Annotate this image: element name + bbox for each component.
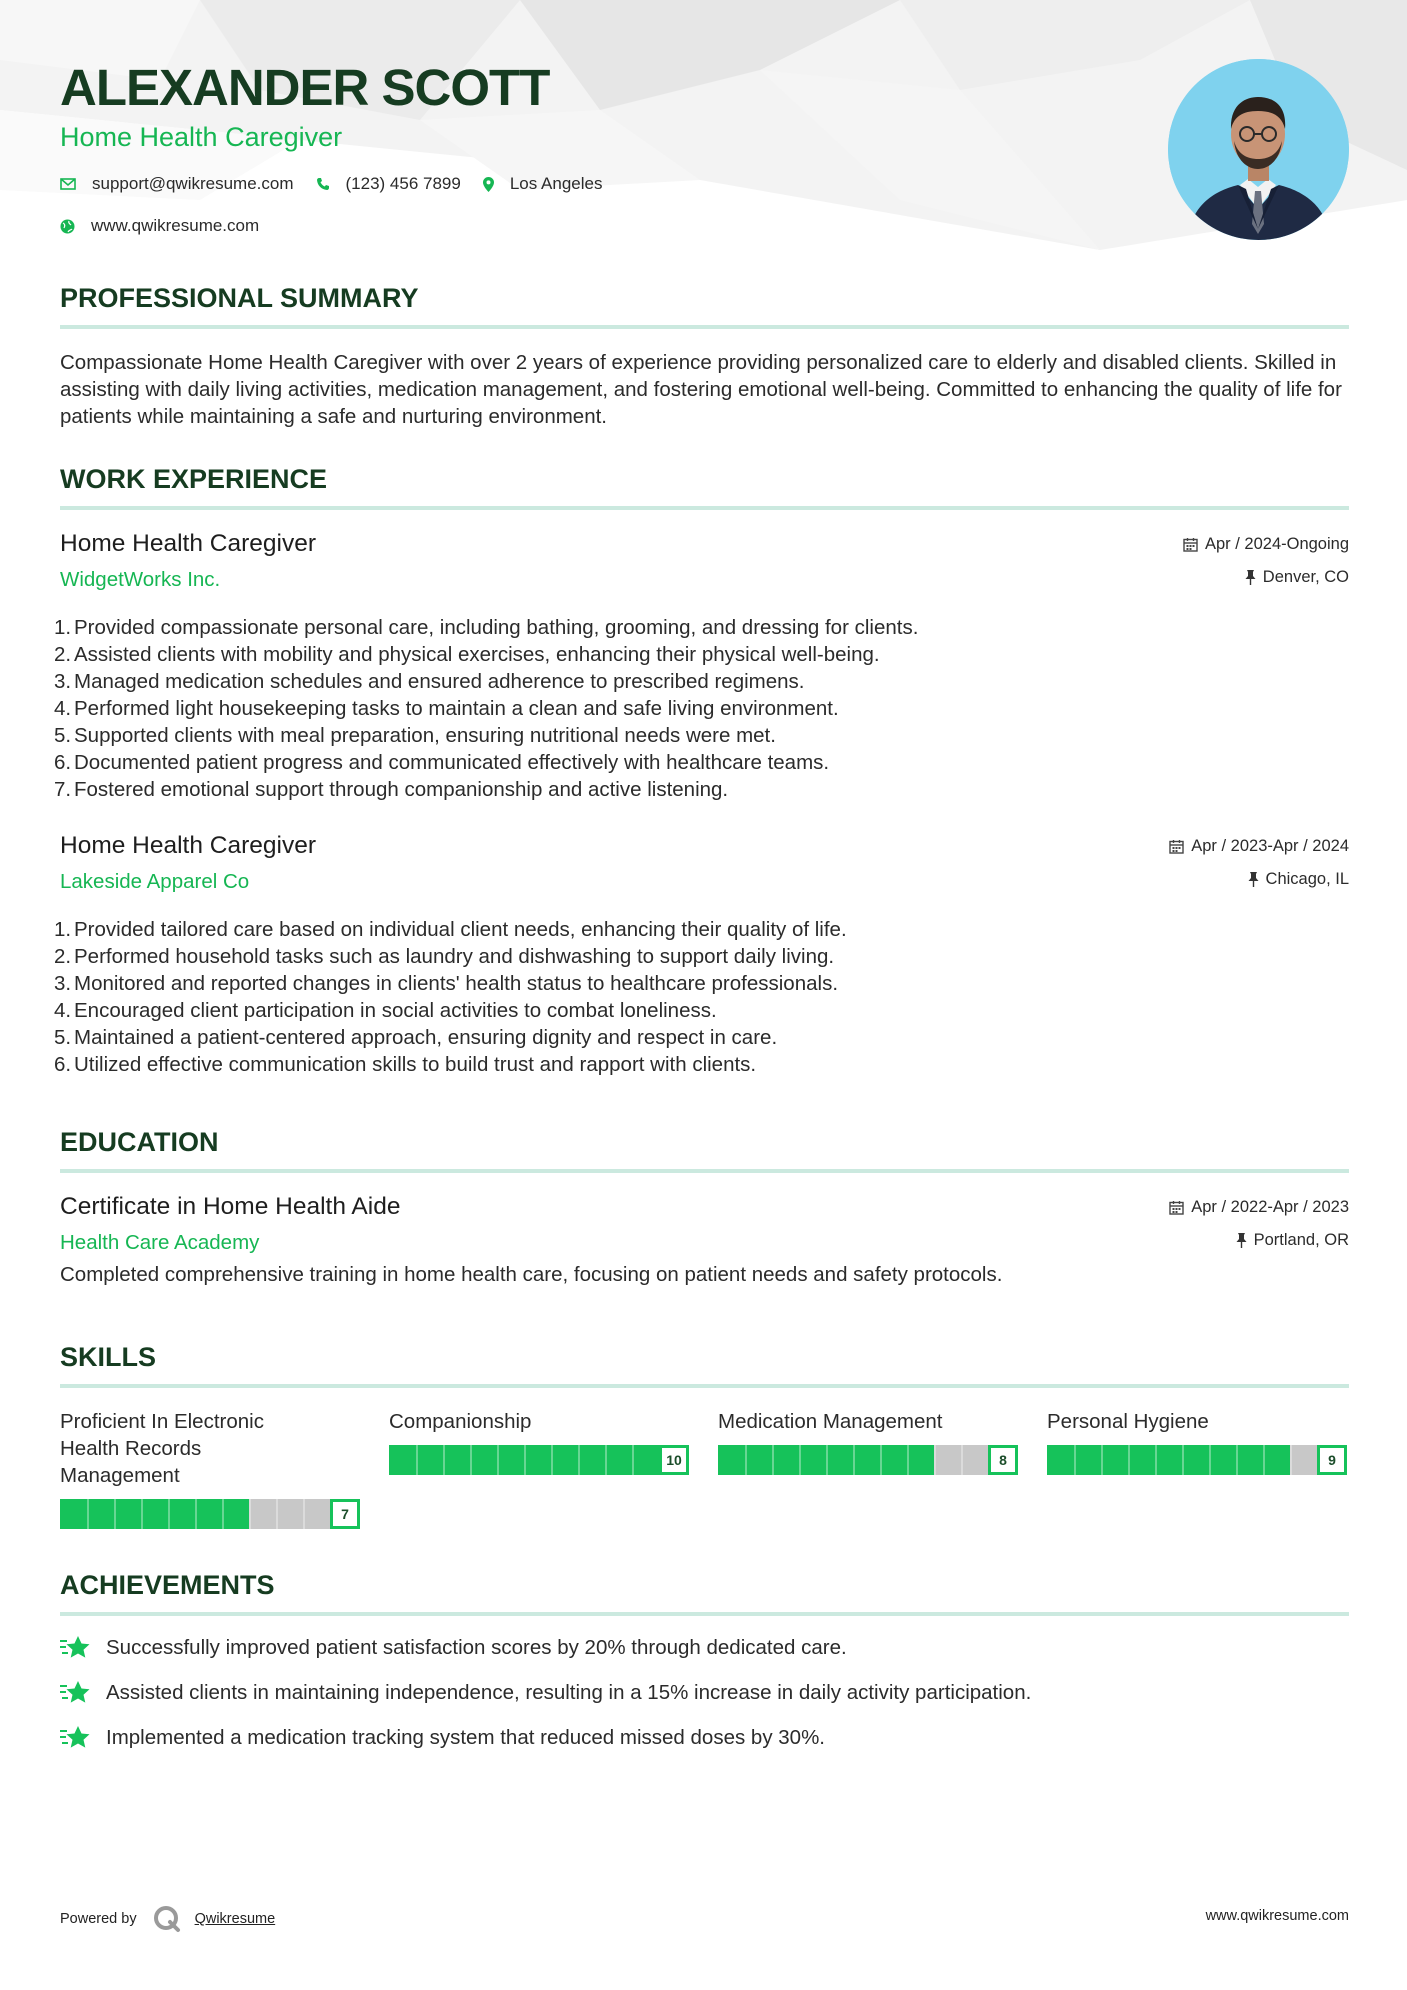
pushpin-icon [1236, 1233, 1247, 1248]
skill-segment-divider [605, 1445, 607, 1475]
contact-row [60, 172, 1160, 196]
experience-heading: WORK EXPERIENCE [60, 464, 328, 494]
job-title: Home Health Caregiver [60, 530, 316, 557]
duty-item: 1. Provided tailored care based on individual client needs, enhancing their quality of life. [54, 918, 847, 941]
summary-section [60, 281, 1349, 430]
star-badge-icon [60, 1635, 90, 1661]
skill-segment-divider [416, 1445, 418, 1475]
job-header [60, 530, 1349, 594]
achievement-text: Successfully improved patient satisfaction scores by 20% through dedicated care. [106, 1636, 847, 1659]
skill-name: Personal Hygiene [1047, 1410, 1209, 1433]
skill-level-badge: 9 [1317, 1445, 1347, 1475]
qwikresume-logo-icon [153, 1905, 181, 1933]
experience-section [54, 462, 1349, 1078]
globe-icon [60, 219, 75, 234]
education-section [60, 1125, 1349, 1288]
phone-text: (123) 456 7899 [345, 174, 461, 193]
job-location-text: Denver, CO [1262, 568, 1349, 586]
skill-segment-divider [276, 1499, 278, 1529]
job-location [1248, 870, 1349, 889]
location-item [483, 174, 603, 194]
skills-section [60, 1340, 1349, 1529]
skill-segment-divider [87, 1499, 89, 1529]
duty-item: 5. Maintained a patient-centered approach, ensuring dignity and respect in care. [54, 1026, 778, 1049]
portrait-illustration [1168, 59, 1349, 240]
achievement-text: Assisted clients in maintaining independence, resulting in a 15% increase in daily activity participation. [106, 1681, 1032, 1704]
job-date-text: Apr / 2023-Apr / 2024 [1191, 837, 1349, 855]
envelope-icon [60, 178, 76, 190]
skills-grid [60, 1408, 1349, 1529]
summary-text: Compassionate Home Health Caregiver with over 2 years of experience providing personalized care to elderly and disabled clients. Skilled in assisting with daily living activities, medication management, and fostering emotional well-being. Committed to enhancing the quality of life for patients while maintaining a safe and nurturing environment. [60, 351, 1342, 428]
company-name: Lakeside Apparel Co [60, 870, 250, 893]
profile-photo [1168, 59, 1349, 240]
skill-segment-divider [443, 1445, 445, 1475]
star-badge-icon [60, 1680, 90, 1706]
phone-icon [316, 177, 330, 191]
skill-fill [1047, 1445, 1290, 1475]
section-divider [60, 1612, 1349, 1616]
skill-segment-divider [853, 1445, 855, 1475]
job-location-text: Chicago, IL [1265, 870, 1349, 888]
skill-bar [718, 1445, 1018, 1475]
brand-link[interactable]: Qwikresume [194, 1911, 276, 1927]
skills-heading: SKILLS [60, 1342, 157, 1372]
powered-by [60, 1905, 275, 1933]
section-divider [60, 506, 1349, 510]
education-description: Completed comprehensive training in home health care, focusing on patient needs and safety protocols. [60, 1263, 1003, 1286]
job-entry [54, 832, 1349, 1078]
skill-item [60, 1408, 360, 1529]
skill-segment-divider [222, 1499, 224, 1529]
skill-segment-divider [303, 1499, 305, 1529]
skill-segment-divider [880, 1445, 882, 1475]
footer-url[interactable]: www.qwikresume.com [1205, 1908, 1349, 1924]
skill-segment-divider [1182, 1445, 1184, 1475]
skill-segment-divider [497, 1445, 499, 1475]
duty-item: 5. Supported clients with meal preparation, ensuring nutritional needs were met. [54, 724, 776, 747]
duty-item: 4. Encouraged client participation in social activities to combat loneliness. [54, 999, 717, 1022]
section-divider [60, 1169, 1349, 1173]
skill-segment-divider [195, 1499, 197, 1529]
candidate-name: ALEXANDER SCOTT [60, 59, 550, 116]
skill-bar [389, 1445, 689, 1475]
summary-heading: PROFESSIONAL SUMMARY [60, 283, 419, 313]
skill-segment-divider [745, 1445, 747, 1475]
education-date [1169, 1198, 1349, 1217]
achievement-item [60, 1679, 1349, 1707]
duty-item: 3. Managed medication schedules and ensured adherence to prescribed regimens. [54, 670, 805, 693]
job-date [1183, 535, 1349, 554]
skill-segment-divider [1236, 1445, 1238, 1475]
skill-segment-divider [632, 1445, 634, 1475]
skill-segment-divider [1074, 1445, 1076, 1475]
skill-level-badge: 8 [988, 1445, 1018, 1475]
skill-name: Proficient In Electronic Health Records Management [60, 1410, 264, 1487]
company-name: WidgetWorks Inc. [60, 568, 221, 591]
skill-segment-divider [1263, 1445, 1265, 1475]
skill-level-badge: 7 [330, 1499, 360, 1529]
pushpin-icon [1245, 570, 1256, 585]
skill-name: Medication Management [718, 1410, 943, 1433]
email-text: support@qwikresume.com [92, 174, 294, 193]
education-location-text: Portland, OR [1253, 1231, 1349, 1249]
job-header [60, 832, 1349, 896]
map-pin-icon [483, 177, 494, 192]
section-divider [60, 325, 1349, 329]
education-entry [60, 1193, 1349, 1288]
star-badge-icon [60, 1725, 90, 1751]
skill-segment-divider [578, 1445, 580, 1475]
calendar-icon [1183, 537, 1198, 552]
job-location [1245, 568, 1349, 587]
candidate-title: Home Health Caregiver [60, 122, 343, 152]
skill-segment-divider [1128, 1445, 1130, 1475]
achievements-section [60, 1568, 1349, 1752]
duty-item: 2. Assisted clients with mobility and physical exercises, enhancing their physical well-being. [54, 643, 880, 666]
skill-bar [60, 1499, 360, 1529]
duty-item: 4. Performed light housekeeping tasks to maintain a clean and safe living environment. [54, 697, 839, 720]
job-date-text: Apr / 2024-Ongoing [1204, 535, 1349, 553]
achievement-item [60, 1724, 1349, 1752]
school-name: Health Care Academy [60, 1231, 260, 1254]
achievement-text: Implemented a medication tracking system that reduced missed doses by 30%. [106, 1726, 825, 1749]
skill-segment-divider [799, 1445, 801, 1475]
skill-item [389, 1408, 689, 1529]
email-item[interactable] [60, 174, 294, 194]
powered-by-label: Powered by [60, 1911, 137, 1927]
skill-segment-divider [934, 1445, 936, 1475]
skill-segment-divider [961, 1445, 963, 1475]
education-header [60, 1193, 1349, 1257]
skill-segment-divider [1155, 1445, 1157, 1475]
duty-item: 7. Fostered emotional support through companionship and active listening. [54, 778, 729, 801]
skill-segment-divider [826, 1445, 828, 1475]
footer [60, 1897, 1349, 1933]
website-text: www.qwikresume.com [91, 216, 260, 235]
skill-segment-divider [524, 1445, 526, 1475]
skill-segment-divider [1101, 1445, 1103, 1475]
education-location [1236, 1231, 1349, 1250]
duty-item: 6. Documented patient progress and communicated effectively with healthcare teams. [54, 751, 830, 774]
skill-segment-divider [249, 1499, 251, 1529]
duty-item: 1. Provided compassionate personal care, including bathing, grooming, and dressing for clients. [54, 616, 919, 639]
skill-segment-divider [168, 1499, 170, 1529]
education-date-text: Apr / 2022-Apr / 2023 [1191, 1198, 1349, 1216]
skill-segment-divider [1209, 1445, 1211, 1475]
duty-item: 6. Utilized effective communication skills to build trust and rapport with clients. [54, 1053, 757, 1076]
section-divider [60, 1384, 1349, 1388]
degree-title: Certificate in Home Health Aide [60, 1193, 401, 1220]
skill-segment-divider [1290, 1445, 1292, 1475]
achievements-list [60, 1634, 1349, 1752]
skill-item [1047, 1408, 1347, 1529]
calendar-icon [1169, 1200, 1184, 1215]
pushpin-icon [1248, 872, 1259, 887]
job-entry [54, 530, 1349, 803]
job-duties [54, 614, 1349, 803]
education-heading: EDUCATION [60, 1127, 219, 1157]
duty-item: 2. Performed household tasks such as laundry and dishwashing to support daily living. [54, 945, 835, 968]
skill-segment-divider [114, 1499, 116, 1529]
skill-name: Companionship [389, 1410, 532, 1433]
duty-item: 3. Monitored and reported changes in clients' health status to healthcare professionals. [54, 972, 839, 995]
job-date [1169, 837, 1349, 856]
job-title: Home Health Caregiver [60, 832, 316, 859]
location-text: Los Angeles [509, 174, 603, 193]
header [60, 58, 1160, 238]
website-row [60, 214, 1160, 238]
skill-level-badge: 10 [659, 1445, 689, 1475]
website-item[interactable] [60, 216, 259, 236]
skill-segment-divider [551, 1445, 553, 1475]
job-duties [54, 916, 1349, 1078]
achievement-item [60, 1634, 1349, 1662]
skill-segment-divider [141, 1499, 143, 1529]
skill-segment-divider [470, 1445, 472, 1475]
skill-item [718, 1408, 1018, 1529]
phone-item[interactable] [316, 174, 461, 194]
skill-bar [1047, 1445, 1347, 1475]
skill-segment-divider [907, 1445, 909, 1475]
calendar-icon [1169, 839, 1184, 854]
skill-segment-divider [772, 1445, 774, 1475]
achievements-heading: ACHIEVEMENTS [60, 1570, 275, 1600]
